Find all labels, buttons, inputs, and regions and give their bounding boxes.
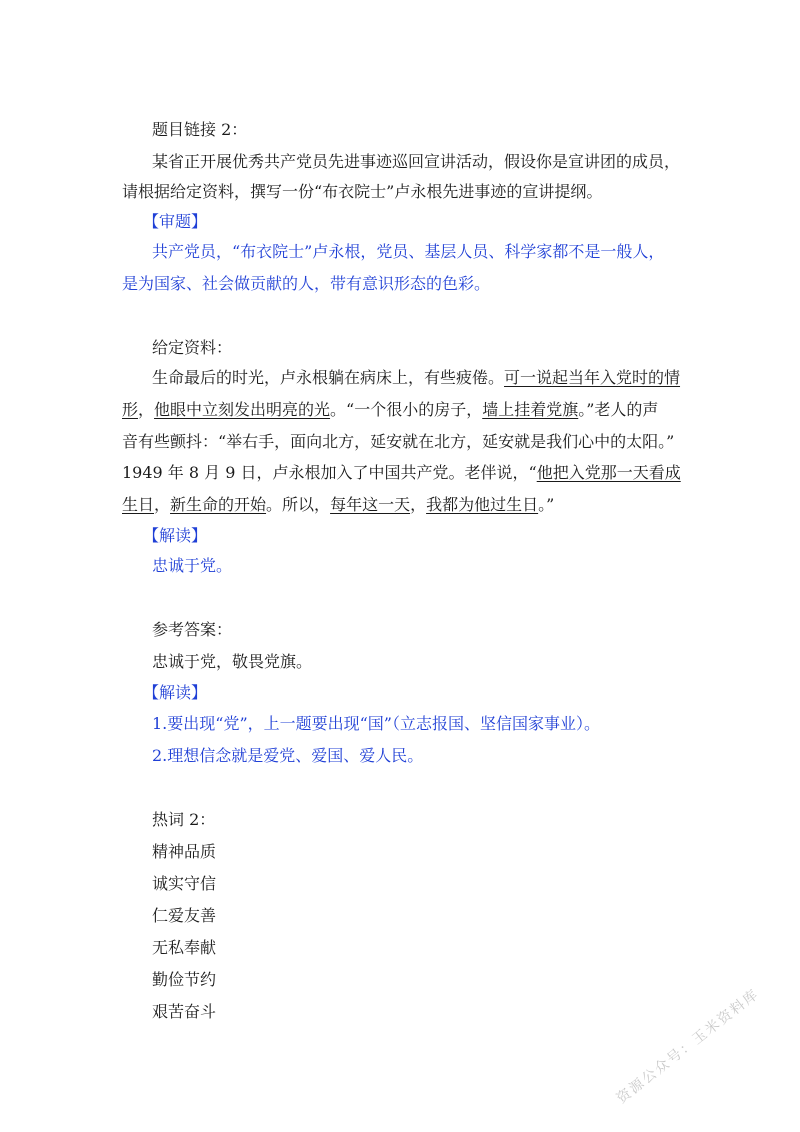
material-line-4 (122, 463, 681, 483)
underlined-phrase: 墙上挂着党旗 (482, 400, 579, 419)
underlined-phrase: 我都为他过生日 (426, 495, 539, 514)
material-line-5 (122, 495, 554, 515)
review-line-1: 共产党员，“布衣院士”卢永根，党员、基层人员、科学家都不是一般人， (152, 242, 665, 261)
hot-word: 诚实守信 (152, 874, 217, 893)
topic-link-label: 题目链接 2： (152, 120, 248, 139)
material-text: 生命最后的时光，卢永根躺在病床上，有些疲倦。 (152, 368, 505, 387)
material-text: 。” (538, 495, 555, 514)
hot-words-label: 热词 2： (152, 810, 216, 829)
material-line-2 (122, 400, 658, 420)
answer-interpretation-tag: 【解读】 (143, 683, 208, 702)
material-text: 。“一个很小的房子， (330, 400, 483, 419)
material-line-1 (152, 368, 680, 388)
interpretation-item-2: 2.理想信念就是爱党、爱国、爱人民。 (152, 746, 424, 765)
material-label: 给定资料： (152, 338, 233, 357)
interpretation-item-1: 1.要出现“党”，上一题要出现“国”（立志报国、坚信国家事业）。 (152, 714, 600, 733)
material-text: 。所以， (266, 495, 331, 514)
underlined-phrase: 形 (122, 400, 139, 419)
review-line-2: 是为国家、社会做贡献的人，带有意识形态的色彩。 (122, 274, 491, 293)
watermark: 资源公众号：玉米资料库 (613, 986, 763, 1107)
material-text: 。”老人的声 (578, 400, 659, 419)
underlined-phrase: 可一说起当年入党时的情 (504, 368, 681, 387)
underlined-phrase: 每年这一天 (330, 495, 411, 514)
interpretation-tag: 【解读】 (143, 526, 208, 545)
interpretation-text: 忠诚于党。 (152, 556, 233, 575)
review-tag: 【审题】 (143, 212, 208, 231)
hot-word: 仁爱友善 (152, 906, 217, 925)
underlined-phrase: 他把入党那一天看成 (536, 463, 681, 482)
underlined-phrase: 他眼中立刻发出明亮的光 (154, 400, 331, 419)
material-line-3: 音有些颤抖：“举右手，面向北方，延安就在北方，延安就是我们心中的太阳。” (122, 432, 675, 451)
hot-word: 无私奉献 (152, 938, 217, 957)
material-text: ， (410, 495, 427, 514)
topic-paragraph-line-2: 请根据给定资料，撰写一份“布衣院士”卢永根先进事迹的宣讲提纲。 (122, 182, 603, 201)
underlined-phrase: 新生命的开始 (170, 495, 267, 514)
underlined-phrase: 生日 (122, 495, 155, 514)
topic-paragraph-line-1: 某省正开展优秀共产党员先进事迹巡回宣讲活动，假设你是宣讲团的成员， (152, 152, 681, 171)
material-text: ， (154, 495, 171, 514)
material-text: 1949 年 8 月 9 日，卢永根加入了中国共产党。老伴说，“ (122, 463, 537, 482)
hot-word: 勤俭节约 (152, 970, 217, 989)
reference-answer-text: 忠诚于党，敬畏党旗。 (152, 652, 313, 671)
material-text: ， (138, 400, 155, 419)
reference-answer-label: 参考答案： (152, 620, 233, 639)
hot-word: 精神品质 (152, 842, 217, 861)
hot-word: 艰苦奋斗 (152, 1002, 217, 1021)
